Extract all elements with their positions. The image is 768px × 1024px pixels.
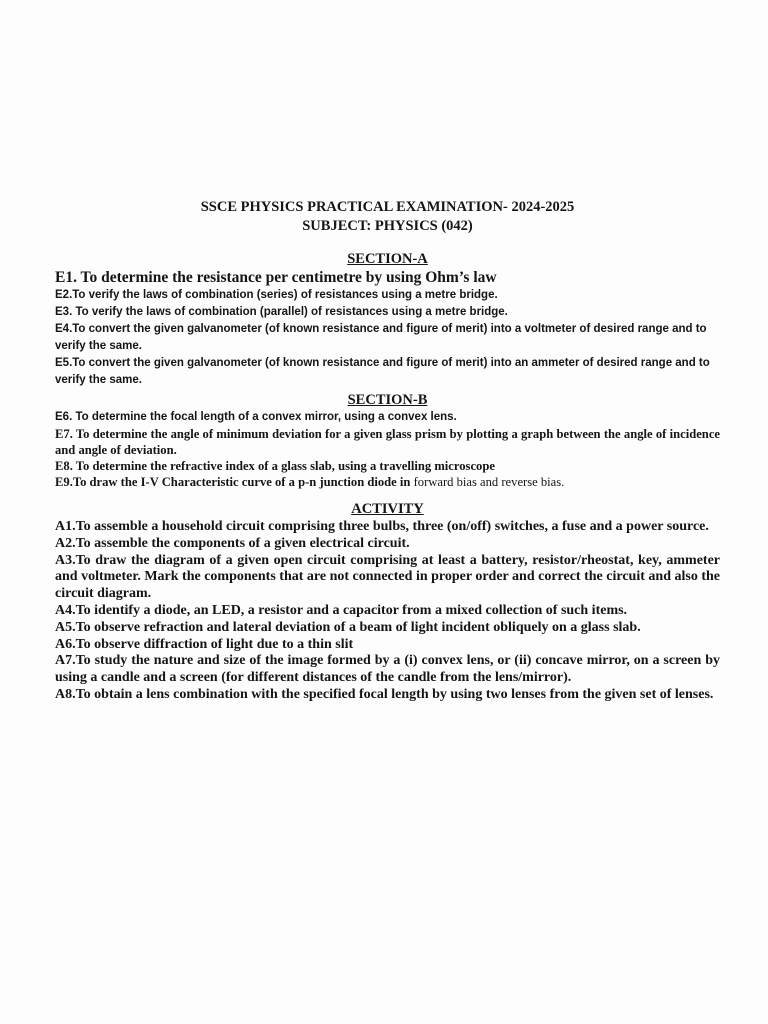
experiment-e7: E7. To determine the angle of minimum deviation for a given glass prism by plotting a graph between the angle of incidence and angle of deviation. [55, 427, 720, 457]
experiment-e4: E4.To convert the given galvanometer (of known resistance and figure of merit) into a voltmeter of desired range and to verify the same. [55, 323, 707, 352]
section-a-heading: SECTION-A [347, 251, 428, 267]
activity-a7: A7.To study the nature and size of the image formed by a (i) convex lens, or (ii) concave mirror, on a screen by using a candle and a screen (for different distances of the candle from the lens/mirror). [55, 653, 720, 686]
activity-a2: A2.To assemble the components of a given electrical circuit. [55, 535, 410, 551]
section-a-list [55, 268, 720, 389]
exam-title: SSCE PHYSICS PRACTICAL EXAMINATION- 2024-2025 [200, 199, 575, 215]
experiment-e9-bold-part: E9.To draw the I-V Characteristic curve of a p-n junction diode in [55, 475, 411, 489]
activity-a1: A1.To assemble a household circuit comprising three bulbs, three (on/off) switches, a fuse and a power source. [55, 519, 709, 534]
activity-heading: ACTIVITY [351, 501, 424, 517]
experiment-e6: E6. To determine the focal length of a convex mirror, using a convex lens. [55, 411, 457, 423]
activity-list [55, 519, 720, 704]
subject-title: SUBJECT: PHYSICS (042) [302, 218, 473, 234]
document-body [55, 198, 720, 704]
experiment-e1: E1. To determine the resistance per centimetre by using Ohm’s law [55, 269, 497, 286]
activity-a3: A3.To draw the diagram of a given open circuit comprising at least a battery, resistor/rheostat, key, ammeter and voltmeter. Mark the components that are not connected in proper order and correct the circuit and also the circuit diagram. [55, 552, 720, 602]
experiment-e2: E2.To verify the laws of combination (series) of resistances using a metre bridge. [55, 289, 498, 301]
experiment-e3: E3. To verify the laws of combination (parallel) of resistances using a metre bridge. [55, 306, 508, 318]
experiment-e8: E8. To determine the refractive index of a glass slab, using a travelling microscope [55, 459, 495, 473]
activity-a4: A4.To identify a diode, an LED, a resistor and a capacitor from a mixed collection of such items. [55, 602, 628, 618]
experiment-e9 [55, 474, 720, 490]
activity-a5: A5.To observe refraction and lateral deviation of a beam of light incident obliquely on a glass slab. [55, 619, 641, 635]
experiment-e5: E5.To convert the given galvanometer (of known resistance and figure of merit) into an ammeter of desired range and to verify the same. [55, 357, 710, 386]
activity-a6: A6.To observe diffraction of light due to a thin slit [55, 636, 354, 652]
section-b-list [55, 409, 720, 490]
activity-a8: A8.To obtain a lens combination with the specified focal length by using two lenses from the given set of lenses. [55, 686, 714, 702]
experiment-e9-normal-part: forward bias and reverse bias. [410, 475, 565, 489]
section-b-heading: SECTION-B [347, 392, 428, 408]
